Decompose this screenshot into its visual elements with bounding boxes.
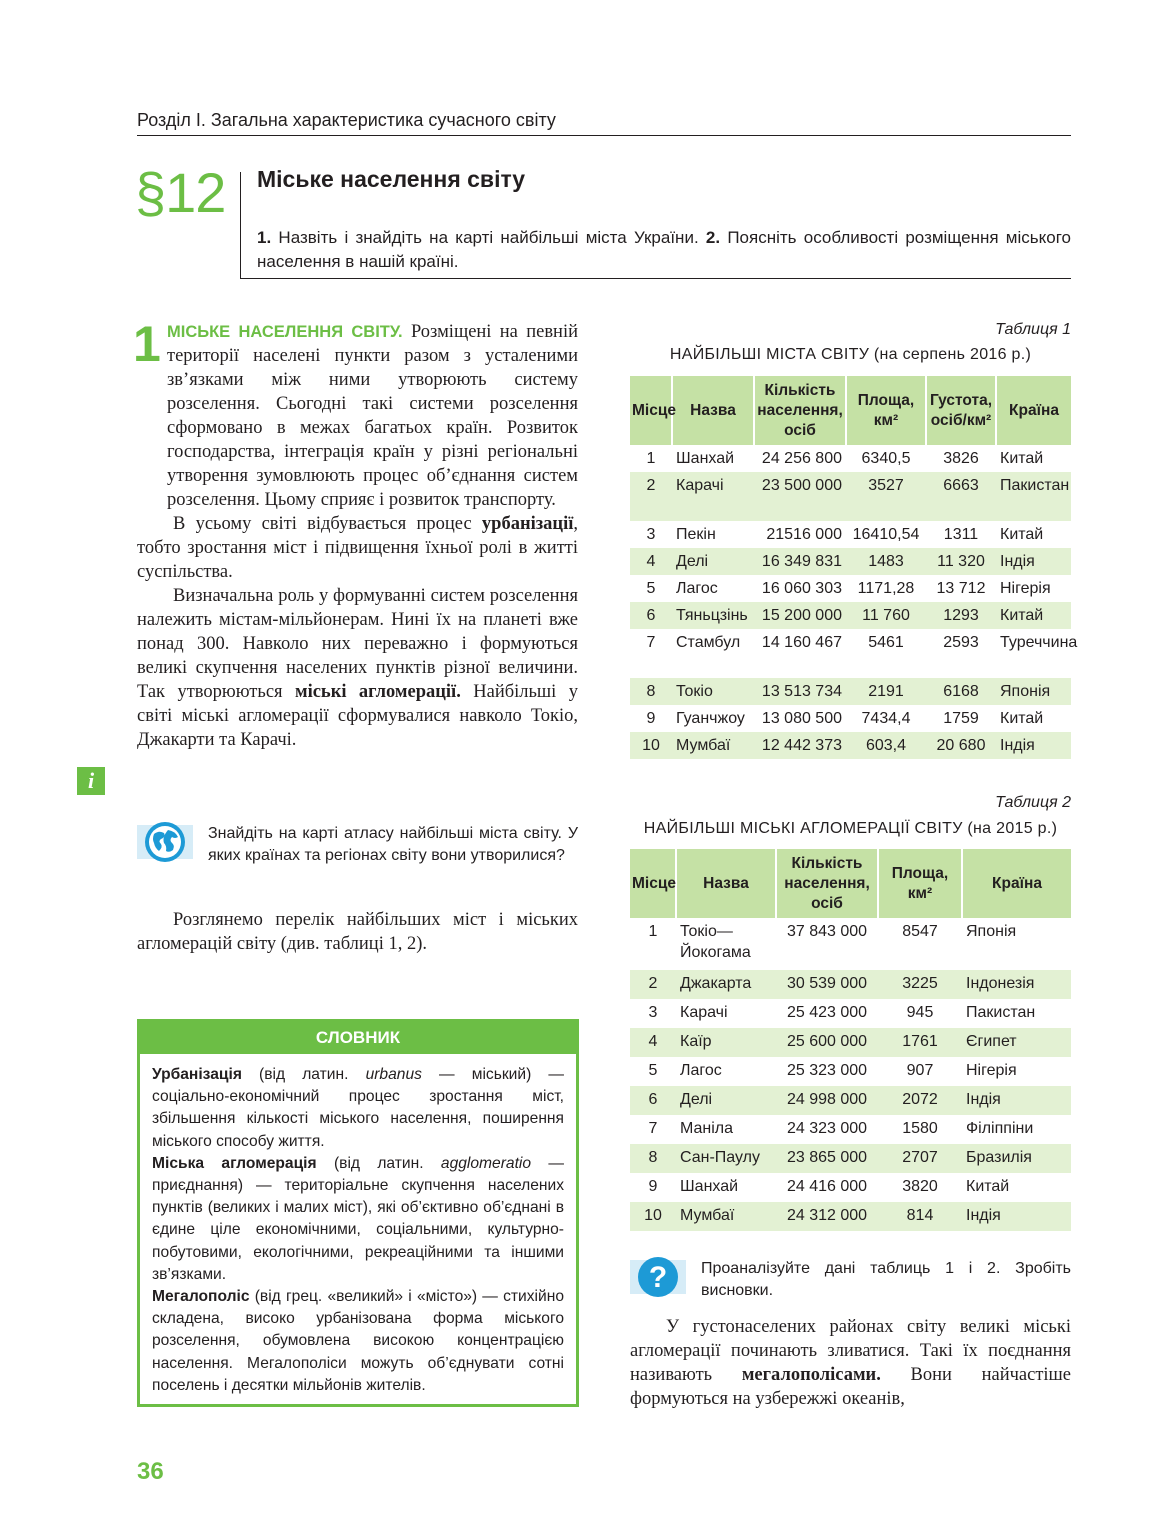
table-row	[630, 602, 1071, 629]
column-header: Назва	[672, 376, 754, 445]
q1-text: Назвіть і знайдіть на карті найбільші міста України.	[271, 228, 706, 247]
table2-title: НАЙБІЛЬШІ МІСЬКІ АГЛОМЕРАЦІЇ СВІТУ (на 2015 р.)	[643, 820, 1058, 837]
table-cell: 603,4	[846, 732, 926, 759]
table-cell: 16410,54	[852, 526, 920, 543]
table-cell: 3826	[943, 450, 979, 467]
column-header: Назва	[676, 849, 776, 918]
table-cell: 1171,28	[857, 580, 915, 597]
table-cell: Сан-Паулу	[676, 1144, 776, 1173]
consider-text: Розглянемо перелік найбільших міст і міських агломерацій світу (див. таблиці 1, 2).	[137, 910, 578, 954]
info-icon: i	[77, 767, 105, 795]
glossary-def: (від грец. «великий» і «місто») — стихійно складена, високо урбанізована форма міського розселення, обумовлена високою концентрацією населення. Мегалополіси можуть об’єднувати сотні поселень і десятки мільйонів жителів.	[152, 1288, 564, 1394]
table-cell: Індонезія	[962, 970, 1071, 999]
term-agglomerations: міські агломерації.	[294, 682, 461, 702]
table-cell: 13 712	[936, 580, 986, 597]
table-cell: 2072	[878, 1086, 962, 1115]
globe-icon	[137, 821, 193, 863]
table-cell: 2707	[878, 1144, 962, 1173]
glossary-title: СЛОВНИК	[140, 1022, 576, 1054]
table-cell: 23 865 000	[776, 1144, 878, 1173]
table-cell: 37 843 000	[786, 923, 868, 940]
running-head: Розділ І. Загальна характеристика сучасного світу	[137, 110, 556, 130]
table-cell: 11 760	[846, 602, 926, 629]
table-cell: Пакистан	[966, 1004, 1036, 1021]
table-cell: Карачі	[672, 472, 754, 521]
column-header: Площа, км²	[878, 849, 962, 918]
table-cell: 4	[630, 548, 672, 575]
table-cell: Лагос	[676, 580, 718, 597]
table-cell: 1293	[926, 602, 996, 629]
table-cell: 13 080 500	[761, 710, 842, 727]
column-header: Кількість населення, осіб	[776, 849, 878, 918]
table-cell: 16 349 831	[754, 548, 846, 575]
column-header: Місце	[630, 376, 672, 445]
table-cell: Єгипет	[962, 1028, 1071, 1057]
table-cell: Лагос	[680, 1062, 722, 1079]
table-cell: 3820	[902, 1178, 938, 1195]
table-cell: 1759	[943, 710, 979, 727]
glossary-def: (від латин.	[316, 1154, 441, 1172]
q2-text: Поясніть особливості розміщення міського населення в нашій країні.	[257, 228, 1071, 271]
table-cell: 2593	[943, 634, 979, 651]
table-cell: 24 256 800	[761, 450, 842, 467]
question-icon	[630, 1256, 686, 1298]
paragraph-divider	[240, 172, 241, 278]
table-cell: Токіо	[672, 678, 754, 705]
table-cell: Нігерія	[1000, 580, 1051, 597]
table-cell: 14 160 467	[761, 634, 842, 651]
table-row	[630, 575, 1071, 602]
table-cell: 12 442 373	[754, 732, 846, 759]
table-row	[630, 548, 1071, 575]
table-cell: 8	[630, 1144, 676, 1173]
table-cell: Китай	[966, 1178, 1010, 1195]
table-row	[630, 1086, 1071, 1115]
table-cell: 8	[630, 678, 672, 705]
table-cell: Китай	[1000, 710, 1044, 727]
table-row	[630, 1115, 1071, 1144]
table-row	[630, 1202, 1071, 1231]
table-cell: 1311	[943, 526, 979, 543]
table-cell: 3	[648, 1004, 658, 1021]
table-cell: Делі	[672, 548, 754, 575]
table-cell: 24 416 000	[786, 1178, 868, 1195]
table2	[630, 849, 1071, 1231]
table-cell: 3	[646, 526, 656, 543]
section-1-p1-text: Розміщені на певній території населені пункти разом з усталеними зв’язками між ними утворюють систему розселення. Сьогодні такі системи розселення сформовано в межах багатьох країн. Розвиток господарства, інтеграція країн у різні регіональні утворення зумовлюють процес об’єднання систем розселення. Цьому сприяє і розвиток транспорту.	[167, 322, 578, 510]
table-cell: 11 320	[926, 548, 996, 575]
table-cell: 6168	[926, 678, 996, 705]
glossary-entry	[152, 1286, 564, 1397]
table-row	[630, 445, 1071, 472]
header-rule	[137, 135, 1071, 136]
glossary-entry	[152, 1064, 564, 1153]
glossary-entry	[152, 1153, 564, 1286]
table-cell: Делі	[676, 1086, 776, 1115]
table-row	[630, 732, 1071, 759]
table-cell: 15 200 000	[754, 602, 846, 629]
table-cell: Індія	[996, 548, 1071, 575]
table-cell: Каїр	[676, 1028, 776, 1057]
table-cell: 5	[648, 1062, 658, 1079]
table-cell: 24 998 000	[776, 1086, 878, 1115]
table-cell: 10	[630, 1202, 676, 1231]
p3-text-c: Найбільші у світі міські агломерації сформувалися навколо Токіо, Джакарти та Карачі.	[137, 682, 578, 750]
section-1-p2	[137, 512, 578, 584]
page-title: Міське населення світу	[257, 166, 526, 192]
glossary-etymon: urbanus	[365, 1066, 422, 1083]
table-cell: 1	[648, 923, 658, 940]
table-cell: 2	[630, 472, 672, 521]
table-row	[630, 999, 1071, 1028]
table-row	[630, 970, 1071, 999]
table-cell: Шанхай	[680, 1178, 739, 1195]
p2-text-a: В усьому світі відбувається процес	[173, 514, 482, 534]
table-cell: Японія	[996, 678, 1071, 705]
section-number: 1	[133, 316, 161, 372]
table-cell: 2	[630, 970, 676, 999]
glossary-term: Урбанізація	[152, 1066, 242, 1083]
glossary-box	[137, 1019, 579, 1407]
table-cell: 25 323 000	[786, 1062, 868, 1079]
column-header: Кількість населення, осіб	[754, 376, 846, 445]
table-row	[630, 1173, 1071, 1202]
glossary-def: (від латин.	[241, 1066, 366, 1083]
table-cell: 10	[630, 732, 672, 759]
section-1-p3	[137, 584, 578, 752]
table-row	[630, 705, 1071, 732]
table-cell: Бразилія	[962, 1144, 1071, 1173]
table-cell: 6	[630, 602, 672, 629]
table-cell: 20 680	[926, 732, 996, 759]
table-cell: Китай	[996, 602, 1071, 629]
q1-number: 1.	[257, 228, 272, 247]
task-text: Знайдіть на карті атласу найбільші міста світу. У яких країнах та регіонах світу вони утворилися?	[208, 825, 578, 864]
column-header: Країна	[996, 376, 1071, 445]
table-cell: 25 600 000	[776, 1028, 878, 1057]
table-cell: 2191	[846, 678, 926, 705]
table-cell: Філіппіни	[966, 1120, 1034, 1137]
column-header: Країна	[962, 849, 1071, 918]
intro-questions	[257, 226, 1071, 274]
table-cell: 1483	[846, 548, 926, 575]
table-cell: 23 500 000	[754, 472, 846, 521]
table-cell: Китай	[1000, 526, 1044, 543]
table-cell: Тяньцзінь	[672, 602, 754, 629]
svg-text:?: ?	[648, 1261, 668, 1294]
table-cell: 907	[906, 1062, 934, 1079]
p2-text-c: , тобто зростання міст і підвищення їхньої ролі в житті суспільства.	[137, 514, 578, 582]
closing-text	[630, 1315, 1071, 1411]
table-cell: 5461	[868, 634, 904, 651]
term-megalopolis: мегалополісами.	[741, 1365, 881, 1385]
table-cell: Пакистан	[996, 472, 1071, 521]
table-cell: Індія	[996, 732, 1071, 759]
table-cell: 7	[646, 634, 656, 651]
table-cell: 7	[648, 1120, 658, 1137]
table-cell: Шанхай	[676, 450, 735, 467]
table-cell: 814	[878, 1202, 962, 1231]
table-row	[630, 1057, 1071, 1086]
table-cell: Мумбаї	[672, 732, 754, 759]
table-cell: 24 323 000	[786, 1120, 868, 1137]
question-text: Проаналізуйте дані таблиць 1 і 2. Зробіть висновки.	[701, 1260, 1071, 1299]
table-cell: Маніла	[680, 1120, 734, 1137]
table-cell: 1	[646, 450, 656, 467]
table-row	[630, 629, 1071, 678]
table1-title: НАЙБІЛЬШІ МІСТА СВІТУ (на серпень 2016 р.)	[669, 346, 1032, 363]
table-cell: 9	[646, 710, 656, 727]
table-cell: 16 060 303	[761, 580, 842, 597]
q2-number: 2.	[705, 228, 721, 247]
intro-rule	[240, 278, 1071, 279]
table-row	[630, 918, 1071, 970]
paragraph-number: §12	[135, 161, 226, 224]
table-cell: Індія	[962, 1086, 1071, 1115]
table-cell: Індія	[962, 1202, 1071, 1231]
table-cell: Туреччина	[1000, 634, 1078, 651]
column-header: Густота, осіб/км²	[926, 376, 996, 445]
table-row	[630, 521, 1071, 548]
table-cell: 6340,5	[861, 450, 911, 467]
table-cell: 945	[906, 1004, 934, 1021]
table-cell: 7434,4	[861, 710, 911, 727]
glossary-etymon: agglomeratio	[440, 1154, 532, 1172]
closing-text-c: Вони найчастіше формуються на узбережжі океанів,	[630, 1365, 1072, 1409]
column-header: Місце	[630, 849, 676, 918]
table-cell: 4	[630, 1028, 676, 1057]
table-cell: Китай	[1000, 450, 1044, 467]
table1	[630, 376, 1078, 759]
column-header: Площа, км²	[846, 376, 926, 445]
table-cell: Гуанчжоу	[676, 710, 745, 727]
section-1-p1	[137, 320, 578, 512]
p3-text-a: Визначальна роль у формуванні систем розселення належить містам-мільйонерам. Нині їх на планеті вже понад 300. Навколо них переважно і формуються великі скупчення населених пунктів різної величини. Так утворюються	[137, 586, 578, 702]
closing-text-a: У густонаселених районах світу великі міські агломерації починають зливатися. Такі їх поєднання називають	[630, 1317, 1071, 1385]
table-cell: 1580	[902, 1120, 938, 1137]
table-row	[630, 678, 1071, 705]
page-number: 36	[137, 1458, 164, 1485]
section-1-text	[137, 320, 578, 752]
table-cell: 6	[630, 1086, 676, 1115]
table-cell: Токіо—Йокогама	[680, 923, 751, 961]
glossary-body	[140, 1054, 576, 1397]
glossary-term: Мегалополіс	[152, 1288, 250, 1306]
term-urbanization: урбанізації	[481, 514, 574, 534]
table-cell: Нігерія	[966, 1062, 1017, 1079]
table1-caption: Таблиця 1	[995, 321, 1071, 338]
table-cell: 13 513 734	[754, 678, 846, 705]
table-cell: 5	[646, 580, 656, 597]
table-cell: 8547	[902, 923, 938, 940]
table-row	[630, 472, 1071, 521]
table-cell: Японія	[966, 923, 1017, 940]
table-cell: 25 423 000	[786, 1004, 868, 1021]
table-row	[630, 1028, 1071, 1057]
table-cell: Карачі	[680, 1004, 728, 1021]
table2-caption: Таблиця 2	[995, 794, 1071, 811]
table-cell: 24 312 000	[776, 1202, 878, 1231]
table-cell: Пекін	[676, 526, 716, 543]
glossary-def: — приєднання) — територіальне скупчення населених пунктів (великих і малих міст), які об’єктивно об’єднані в єдине ціле економічними, соціальними, культурно-побутовими, екологічними, рекреаційними та іншими зв’язками.	[152, 1154, 564, 1283]
table-cell: Джакарта	[676, 970, 776, 999]
table-cell: 21516 000	[766, 526, 842, 543]
table-cell: 1761	[878, 1028, 962, 1057]
table-cell: 3527	[846, 472, 926, 521]
table-cell: 3225	[878, 970, 962, 999]
table-cell: 6663	[926, 472, 996, 521]
table-cell: Мумбаї	[676, 1202, 776, 1231]
section-heading: МІСЬКЕ НАСЕЛЕННЯ СВІТУ.	[167, 323, 403, 341]
table-row	[630, 1144, 1071, 1173]
table-cell: 30 539 000	[776, 970, 878, 999]
glossary-term: Міська агломерація	[152, 1154, 317, 1172]
table-cell: 9	[648, 1178, 658, 1195]
table-cell: Стамбул	[676, 634, 741, 651]
glossary-def: — міський) — соціально-економічний процес зростання міст, збільшення кількості міського населення, поширення міського способу життя.	[152, 1066, 565, 1150]
